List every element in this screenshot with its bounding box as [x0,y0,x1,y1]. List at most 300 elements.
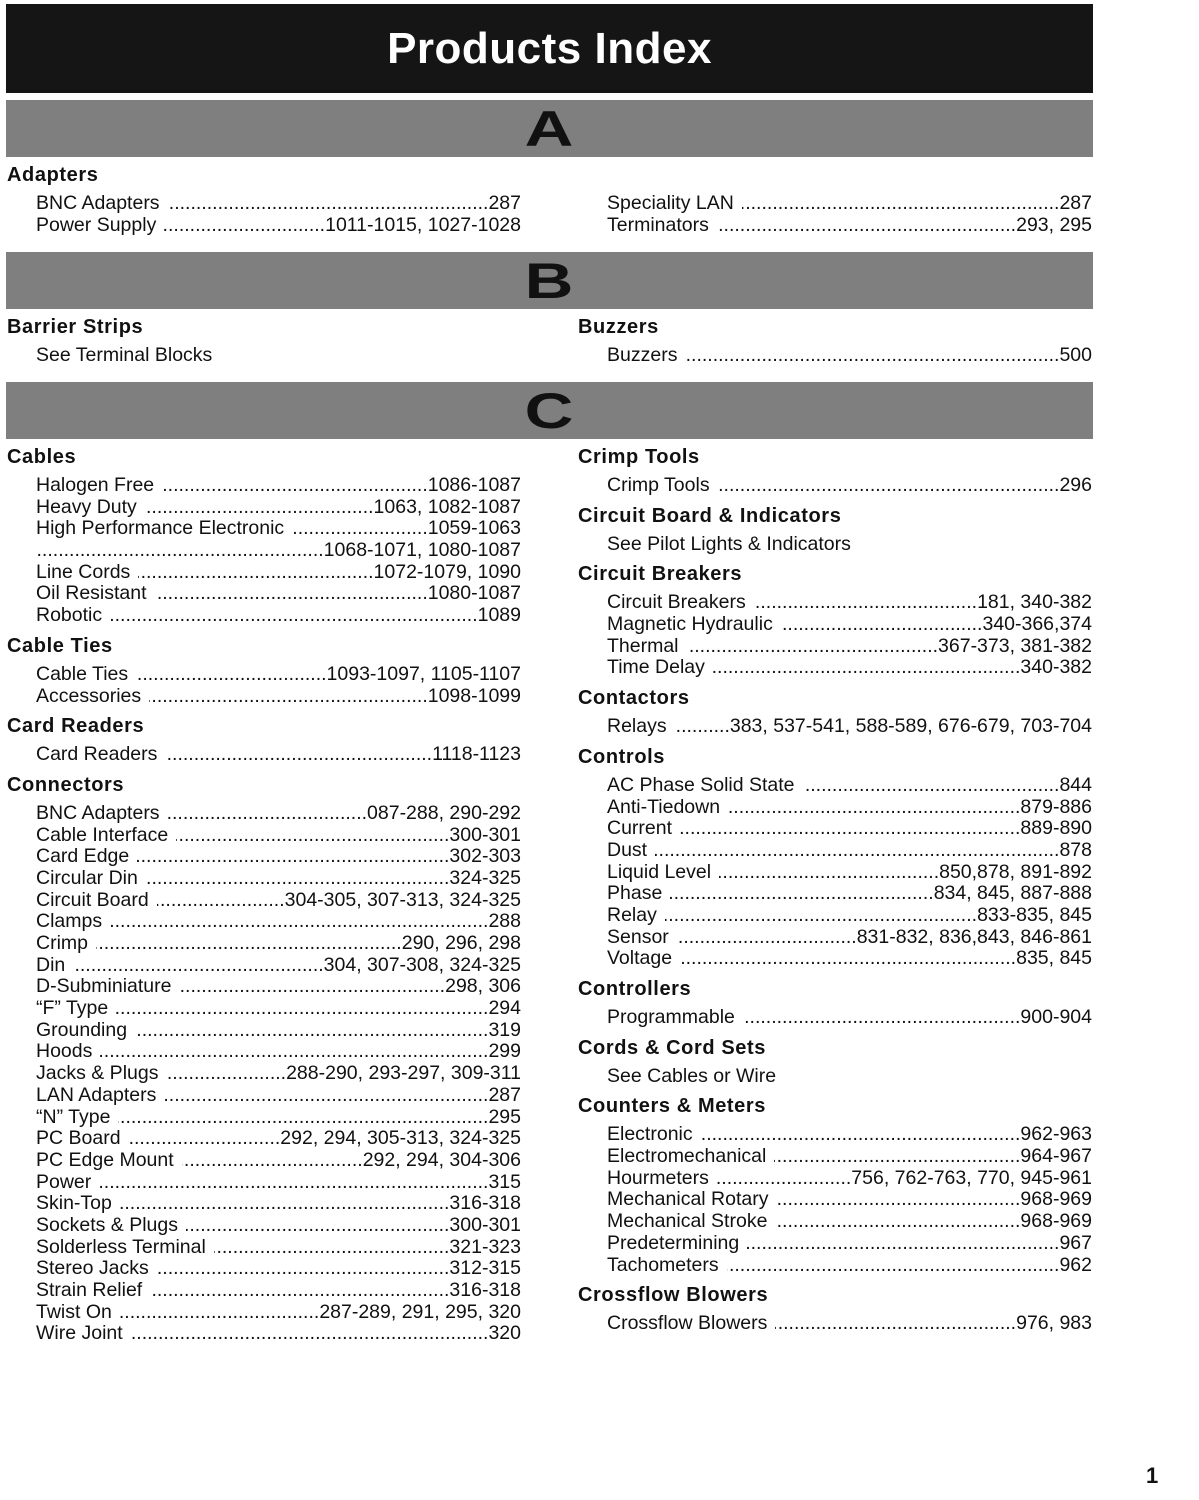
entry-pages: 181, 340-382 [977,591,1092,614]
entry-label: Cable Interface [36,823,169,846]
entry-label: Terminators [607,213,709,236]
entry-label: Tachometers [607,1253,719,1276]
entry-label: High Performance Electronic [36,517,285,540]
entry-pages: 296 [1059,474,1092,496]
entry-pages: 312-315 [449,1257,521,1280]
index-entry [578,797,1092,819]
entry-label: Speciality LAN [607,192,734,214]
dot-leader [162,475,428,497]
group-gap [578,970,1092,978]
index-entry [7,215,521,237]
index-entry [7,846,521,868]
index-entry [578,883,1092,905]
index-entry [578,193,1092,215]
index-entry [7,998,521,1020]
dot-leader [135,1020,488,1042]
dot-leader [36,540,324,562]
dot-leader [129,1128,281,1150]
group-gap [578,679,1092,687]
entry-label: Buzzers [607,344,678,366]
entry-pages: 324-325 [449,866,521,889]
entry-label: Accessories [36,684,142,707]
index-entry [7,605,521,627]
entry-pages: 831-832, 836,843, 846-861 [856,925,1092,948]
category-heading: Controls [578,745,666,768]
index-entry [578,215,1092,237]
entry-pages: 087-288, 290-292 [367,801,521,824]
dot-leader [775,1313,1016,1335]
dot-leader [685,345,1059,367]
entry-label: Dust [607,838,648,861]
index-entry [7,1107,521,1129]
group-gap [7,766,521,774]
entry-label: See Pilot Lights & Indicators [607,532,851,555]
index-entry [7,976,521,998]
entry-label: Twist On [36,1300,112,1323]
dot-leader [687,636,939,658]
dot-leader [145,497,374,519]
entry-pages: 900-904 [1020,1006,1092,1028]
entry-label: Card Edge [36,845,130,868]
dot-leader [774,1146,1020,1168]
entry-pages: 1080-1087 [427,582,521,605]
dot-leader [164,215,325,237]
group-gap [7,236,521,244]
dot-leader [157,890,285,912]
dot-leader [803,775,1060,797]
dot-leader [665,905,977,927]
entry-pages: 367-373, 381-382 [938,634,1092,657]
index-entry [578,716,1092,738]
entry-pages: 962-963 [1020,1123,1092,1146]
category-heading: Circuit Breakers [578,563,743,586]
entry-label: Robotic [36,604,103,627]
entry-label: Hoods [36,1040,93,1063]
dot-leader [680,948,1016,970]
index-entry [578,345,1092,367]
category-heading: Barrier Strips [7,316,144,338]
entry-label: Circuit Breakers [607,591,746,614]
section-c-right-column [578,446,1092,1343]
section-b-left-column [7,316,521,375]
dot-leader [138,562,373,584]
dot-leader [146,868,450,890]
entry-label: Clamps [36,910,103,933]
dot-leader [717,215,1016,237]
entry-label: Time Delay [607,656,705,679]
entry-label: Phase [607,882,663,905]
entry-pages: 968-969 [1020,1210,1092,1233]
dot-leader [166,1063,286,1085]
index-entry [7,1323,521,1345]
index-entry [7,1041,521,1063]
index-entry [578,862,1092,884]
index-entry [7,1237,521,1259]
dot-leader [73,955,323,977]
dot-leader [717,1168,851,1190]
dot-leader [168,803,367,825]
entry-pages: 964-967 [1020,1145,1092,1168]
dot-leader [100,1041,488,1063]
dot-leader [176,825,449,847]
entry-label: Programmable [607,1006,735,1028]
group-gap [578,1029,1092,1037]
index-entry [578,1168,1092,1190]
dot-leader [164,1085,488,1107]
entry-label: Electronic [607,1123,693,1146]
entry-pages: 293, 295 [1016,213,1092,236]
group-gap [578,1276,1092,1284]
dot-leader [99,1172,488,1194]
dot-leader [168,193,489,215]
entry-label: Solderless Terminal [36,1235,206,1258]
group-gap [578,738,1092,746]
dot-leader [670,883,933,905]
index-entry [7,1020,521,1042]
page-number: 1 [1146,1463,1159,1488]
index-entry [7,475,521,497]
entry-pages: 292, 294, 305-313, 324-325 [280,1127,521,1150]
category-heading: Contactors [578,687,690,710]
index-entry [7,664,521,686]
section-a-left-column [7,164,521,244]
entry-pages: 299 [488,1040,521,1063]
dot-leader [214,1237,450,1259]
index-entry [7,955,521,977]
entry-pages: 315 [488,1170,521,1193]
dot-leader [116,998,488,1020]
entry-label: Sensor [607,925,669,948]
dot-leader [120,1193,450,1215]
entry-pages: 1011-1015, 1027-1028 [325,213,521,236]
entry-label: Crossflow Blowers [607,1312,768,1335]
category-heading: Cords & Cord Sets [578,1036,767,1059]
entry-label: Crimp Tools [607,474,710,496]
entry-label: Relays [607,715,667,738]
entry-pages: 300-301 [449,823,521,846]
index-entry [7,868,521,890]
entry-label: Predetermining [607,1231,740,1254]
entry-label: Anti-Tiedown [607,795,721,818]
entry-pages: 340-382 [1020,656,1092,679]
entry-pages: 287 [488,192,521,214]
index-entry [578,1189,1092,1211]
category-heading: Card Readers [7,715,145,738]
index-entry [578,1313,1092,1335]
index-entry [578,592,1092,614]
entry-pages: 1089 [477,604,521,627]
dot-leader [110,911,488,933]
category-heading: Counters & Meters [578,1095,767,1118]
dot-leader [96,933,402,955]
index-entry [7,345,521,367]
entry-pages: 288-290, 293-297, 309-311 [286,1062,521,1085]
index-entry [578,1124,1092,1146]
dot-leader [150,1280,449,1302]
entry-label: Skin-Top [36,1192,112,1215]
entry-pages: 304-305, 307-313, 324-325 [284,888,521,911]
entry-label: BNC Adapters [36,801,160,824]
entry-pages: 288 [488,910,521,933]
group-gap [578,555,1092,563]
dot-leader [137,846,449,868]
entry-pages: 295 [488,1105,521,1128]
dot-leader [754,592,977,614]
group-gap [578,367,1092,375]
entry-pages: 300-301 [449,1213,521,1236]
entry-pages: 304, 307-308, 324-325 [323,953,521,976]
index-entry [578,1211,1092,1233]
group-gap [7,707,521,715]
index-entry [7,540,521,562]
entry-pages: 294 [488,997,521,1020]
entry-label: Din [36,953,66,976]
entry-label: LAN Adapters [36,1083,157,1106]
index-entry [7,1280,521,1302]
dot-leader [655,840,1059,862]
entry-pages: 834, 845, 887-888 [933,882,1092,905]
entry-pages: 1118-1123 [432,743,521,766]
category-heading: Cable Ties [7,634,113,657]
index-entry [7,686,521,708]
entry-pages: 1086-1087 [427,474,521,496]
index-entry [7,1128,521,1150]
entry-pages: 287-289, 291, 295, 320 [319,1300,521,1323]
entry-label: Current [607,817,673,840]
entry-pages: 298, 306 [445,975,521,998]
group-gap [578,1335,1092,1343]
index-entry [7,911,521,933]
dot-leader [775,1211,1020,1233]
entry-label: Magnetic Hydraulic [607,613,773,636]
index-entry [578,1255,1092,1277]
index-entry [578,840,1092,862]
entry-label: Relay [607,903,657,926]
entry-pages: 1093-1097, 1105-1107 [326,662,521,685]
dot-leader [743,1007,1021,1029]
dot-leader [136,664,326,686]
entry-label: Card Readers [36,743,158,766]
entry-label: Power [36,1170,92,1193]
entry-pages: 962 [1059,1253,1092,1276]
entry-pages: 967 [1059,1231,1092,1254]
entry-pages: 287 [1059,192,1092,214]
entry-pages: 850,878, 891-892 [939,860,1092,883]
entry-label: Circuit Board [36,888,149,911]
section-letter-a: A [6,100,1093,157]
entry-pages: 1063, 1082-1087 [373,495,521,518]
entry-label: Circular Din [36,866,138,889]
dot-leader [149,686,428,708]
entry-pages: 302-303 [449,845,521,868]
index-entry [7,825,521,847]
section-b-right-column [578,316,1092,375]
entry-label: Halogen Free [36,474,155,496]
index-entry [578,948,1092,970]
dot-leader [701,1124,1021,1146]
dot-leader [131,1323,489,1345]
entry-label: Electromechanical [607,1145,767,1168]
category-heading: Buzzers [578,316,659,338]
dot-leader [680,818,1020,840]
entry-label: See Cables or Wire [607,1064,777,1087]
index-entry [7,933,521,955]
dot-leader [186,1215,449,1237]
category-heading: Controllers [578,978,692,1000]
entry-label: Grounding [36,1018,128,1041]
section-c-left-column [7,446,521,1353]
entry-label: See Terminal Blocks [36,344,213,366]
entry-pages: 835, 845 [1016,947,1092,970]
dot-leader [713,657,1021,679]
entry-pages: 1068-1071, 1080-1087 [323,539,521,562]
index-entry [7,1150,521,1172]
entry-pages: 1059-1063 [427,517,521,540]
entry-pages: 320 [488,1322,521,1345]
index-entry [7,1258,521,1280]
entry-label: Voltage [607,947,673,970]
entry-pages: 756, 762-763, 770, 945-961 [851,1166,1092,1189]
group-gap [7,367,521,375]
entry-label: Strain Relief [36,1279,143,1301]
dot-leader [110,605,477,627]
dot-leader [675,716,730,738]
index-entry [578,636,1092,658]
entry-label: Cable Ties [36,662,129,685]
category-heading: Circuit Board & Indicators [578,504,842,527]
entry-label: Thermal [607,634,679,657]
group-gap [7,627,521,635]
page-title: Products Index [6,4,1093,93]
section-letter-c: C [6,382,1093,439]
entry-pages: 968-969 [1020,1188,1092,1211]
index-entry [578,534,1092,556]
index-entry [7,1193,521,1215]
entry-pages: 340-366,374 [982,613,1092,636]
index-entry [7,1172,521,1194]
dot-leader [781,614,983,636]
index-entry [578,905,1092,927]
entry-label: PC Edge Mount [36,1148,174,1171]
dot-leader [165,744,432,766]
index-entry [578,475,1092,497]
dot-leader [719,862,939,884]
dot-leader [742,193,1060,215]
index-entry [578,1146,1092,1168]
entry-label: Jacks & Plugs [36,1062,159,1085]
entry-label: D-Subminiature [36,975,172,998]
entry-label: AC Phase Solid State [607,773,795,796]
index-entry [578,1066,1092,1088]
entry-label: BNC Adapters [36,192,160,214]
entry-label: Mechanical Stroke [607,1210,768,1233]
entry-label: Heavy Duty [36,495,137,518]
entry-pages: 1098-1099 [427,684,521,707]
entry-pages: 321-323 [449,1235,521,1258]
group-gap [7,1345,521,1353]
entry-label: Sockets & Plugs [36,1213,178,1236]
group-gap [578,236,1092,244]
index-entry [7,1302,521,1324]
category-heading: Connectors [7,773,125,796]
entry-label: Crimp [36,932,88,954]
category-heading: Adapters [7,164,99,186]
entry-label: PC Board [36,1127,121,1150]
entry-label: Liquid Level [607,860,712,883]
dot-leader [157,1258,450,1280]
entry-pages: 878 [1059,838,1092,861]
entry-pages: 319 [488,1018,521,1041]
entry-label: Mechanical Rotary [607,1188,769,1211]
entry-label: “F” Type [36,997,109,1020]
entry-label: Oil Resistant [36,582,147,605]
index-entry [578,775,1092,797]
index-entry [7,890,521,912]
index-entry [7,1085,521,1107]
index-entry [7,193,521,215]
index-entry [7,518,521,540]
category-heading: Crimp Tools [578,446,700,468]
entry-pages: 316-318 [449,1279,521,1301]
entry-label: Wire Joint [36,1322,123,1345]
index-entry [7,562,521,584]
entry-pages: 833-835, 845 [977,903,1092,926]
dot-leader [776,1189,1020,1211]
entry-label: “N” Type [36,1105,111,1128]
section-letter-b: B [6,252,1093,309]
entry-label: Line Cords [36,560,131,583]
entry-label: Power Supply [36,213,157,236]
entry-label: Stereo Jacks [36,1257,149,1280]
dot-leader [718,475,1060,497]
category-heading: Cables [7,446,77,468]
entry-pages: 383, 537-541, 588-589, 676-679, 703-704 [729,715,1092,738]
entry-pages: 844 [1059,773,1092,796]
dot-leader [155,583,428,605]
entry-pages: 879-886 [1020,795,1092,818]
dot-leader [118,1107,488,1129]
entry-pages: 290, 296, 298 [401,932,521,954]
entry-label: Hourmeters [607,1166,709,1189]
index-entry [578,657,1092,679]
dot-leader [182,1150,363,1172]
entry-pages: 976, 983 [1016,1312,1092,1335]
category-heading: Crossflow Blowers [578,1284,769,1307]
index-entry [7,744,521,766]
heading-spacer [578,164,1092,193]
group-gap [578,497,1092,505]
group-gap [578,1087,1092,1095]
dot-leader [292,518,428,540]
index-entry [7,497,521,519]
entry-pages: 316-318 [449,1192,521,1215]
entry-pages: 500 [1059,344,1092,366]
index-entry [7,803,521,825]
entry-pages: 889-890 [1020,817,1092,840]
section-a-right-column [578,164,1092,244]
index-entry [578,1007,1092,1029]
dot-leader [120,1302,319,1324]
entry-pages: 1072-1079, 1090 [373,560,521,583]
dot-leader [179,976,445,998]
index-entry [7,1215,521,1237]
dot-leader [677,927,857,949]
index-entry [578,614,1092,636]
dot-leader [747,1233,1059,1255]
index-entry [578,818,1092,840]
index-entry [7,1063,521,1085]
entry-pages: 292, 294, 304-306 [362,1148,521,1171]
